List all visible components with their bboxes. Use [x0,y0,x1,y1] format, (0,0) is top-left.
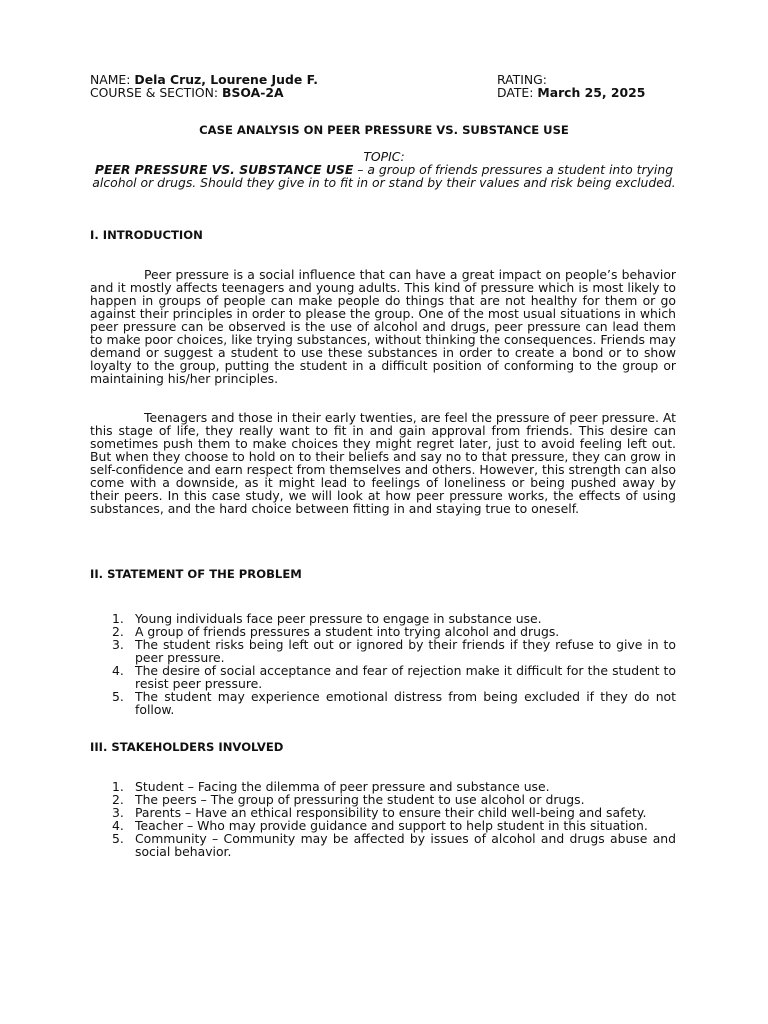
list-number: 5. [112,689,124,704]
introduction-heading: I. INTRODUCTION [90,228,203,242]
topic-label: TOPIC: [363,149,405,164]
introduction-paragraph: Teenagers and those in their early twenties, are feel the pressure of peer pressure. At this stage of life, they really want to fit in and gain approval from friends. This desire can sometimes push them to make choices they might regret later, just to avoid feeling left out. But when they choose to hold on to their beliefs and say no to that pressure, they can grow in self-confidence and earn respect from themselves and others. However, this strength can also come with a downside, as it might lead to feelings of loneliness or being pushed away by their peers. In this case study, we will look at how peer pressure works, the effects of using substances, and the hard choice between fitting in and staying true to oneself. [90,410,676,516]
date-value: March 25, 2025 [537,85,646,100]
course-line [90,86,284,99]
date-label: DATE: [497,85,534,100]
list-item-text: The peers – The group of pressuring the student to use alcohol or drugs. [135,792,585,807]
list-number: 3. [112,805,124,820]
list-item-text: The student may experience emotional distress from being excluded if they do not follow. [135,689,676,717]
list-number: 3. [112,637,124,652]
introduction-paragraph: Peer pressure is a social influence that can have a great impact on people’s behavior and it mostly affects teenagers and young adults. This kind of pressure which is most likely to happen in groups of people can make people do things that are not healthy for them or go against their principles in order to please the group. One of the most usual situations in which peer pressure can be observed is the use of alcohol and drugs, peer pressure can lead them to make poor choices, like trying substances, without thinking the consequences. Friends may demand or suggest a student to use these substances in order to create a bond or to show loyalty to the group, putting the student in a difficult position of conforming to the group or maintaining his/her principles. [90,267,676,386]
document-title: CASE ANALYSIS ON PEER PRESSURE VS. SUBSTANCE USE [199,123,569,137]
list-item-text: The student risks being left out or ignored by their friends if they refuse to give in to peer pressure. [135,637,676,665]
date-line [497,86,645,99]
list-number: 4. [112,663,124,678]
list-item-text: Community – Community may be affected by issues of alcohol and drugs abuse and social behavior. [135,831,676,859]
list-item-text: Parents – Have an ethical responsibility to ensure their child well-being and safety. [135,805,647,820]
list-item [90,664,676,690]
list-item-text: Teacher – Who may provide guidance and support to help student in this situation. [135,818,648,833]
rating-label: RATING: [497,72,547,87]
problem-list [90,612,676,716]
list-item-text: Young individuals face peer pressure to engage in substance use. [135,611,542,626]
stakeholders-list [90,780,676,858]
list-item-text: A group of friends pressures a student into trying alcohol and drugs. [135,624,560,639]
list-number: 2. [112,792,124,807]
list-number: 2. [112,624,124,639]
name-value: Dela Cruz, Lourene Jude F. [134,72,318,87]
problem-heading: II. STATEMENT OF THE PROBLEM [90,567,302,581]
list-item [90,690,676,716]
list-item-text: The desire of social acceptance and fear of rejection make it difficult for the student to resist peer pressure. [135,663,676,691]
list-item [90,638,676,664]
course-label: COURSE & SECTION: [90,85,219,100]
topic-heading: PEER PRESSURE VS. SUBSTANCE USE [94,162,354,177]
list-number: 5. [112,831,124,846]
name-label: NAME: [90,72,131,87]
course-value: BSOA-2A [222,85,284,100]
list-number: 4. [112,818,124,833]
topic-block [90,150,678,189]
list-item-text: Student – Facing the dilemma of peer pressure and substance use. [135,779,550,794]
list-number: 1. [112,611,124,626]
topic-body [90,163,678,189]
list-item [90,832,676,858]
stakeholders-heading: III. STAKEHOLDERS INVOLVED [90,740,284,754]
list-number: 1. [112,779,124,794]
topic-text: – a group of friends pressures a student into trying alcohol or drugs. Should they give in to fit in or stand by their values and risk being excluded. [92,162,676,190]
